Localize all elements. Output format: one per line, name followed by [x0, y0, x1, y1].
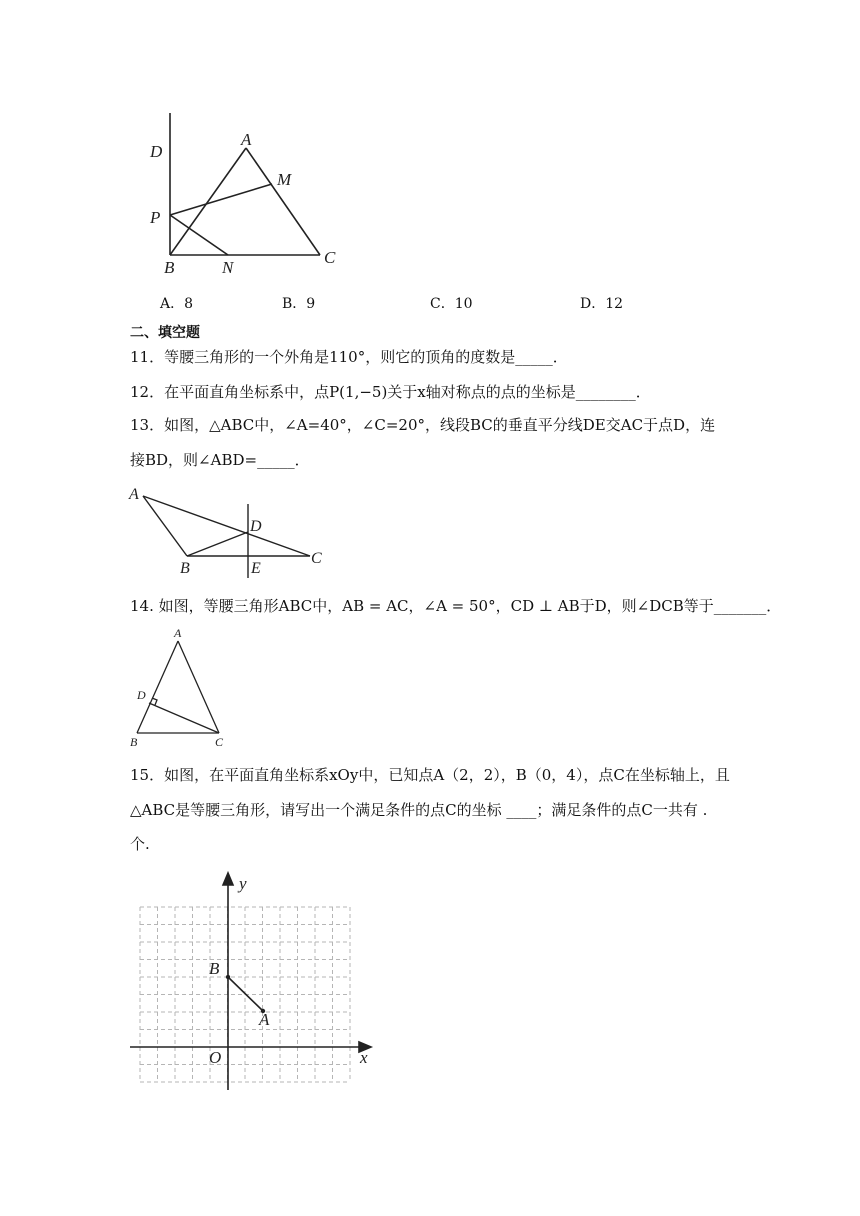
label-C: C [324, 248, 336, 267]
choice-d[interactable]: D．12 [580, 296, 624, 312]
figure-15-coordinate-grid [125, 865, 385, 1100]
label-E: E [251, 560, 261, 577]
label-B: B [164, 258, 175, 277]
question-14: 14. 如图，等腰三角形ABC中，AB = AC，∠A = 50°，CD ⊥ AB于D，则∠DCB等于_______． [130, 597, 782, 615]
figure-14-triangle [125, 625, 235, 750]
question-15-line-2: △ABC是等腰三角形，请写出一个满足条件的点C的坐标 ____；满足条件的点C一共有 . [130, 801, 708, 819]
label-M: M [277, 170, 292, 189]
question-13-line-2: 接BD，则∠ABD=_____． [130, 451, 310, 469]
figure-13-triangle [125, 482, 335, 582]
question-13-line-1: 13．如图，△ABC中，∠A=40°，∠C=20°，线段BC的垂直平分线DE交AC于点D，连 [130, 416, 716, 434]
label-A: A [259, 1010, 270, 1029]
section-title: 二、填空题 [130, 325, 200, 341]
figure-1-triangle [140, 105, 360, 280]
label-A: A [129, 486, 139, 503]
label-A: A [241, 130, 252, 149]
label-B: B [209, 959, 220, 978]
label-x: x [360, 1048, 368, 1067]
label-A: A [174, 626, 182, 640]
choice-a[interactable]: A．8 [160, 296, 194, 312]
label-y: y [239, 874, 247, 893]
label-B: B [130, 735, 138, 749]
label-O: O [209, 1048, 222, 1067]
label-D: D [250, 518, 262, 535]
label-C: C [311, 550, 322, 567]
label-D: D [150, 142, 163, 161]
label-P: P [150, 208, 161, 227]
label-B: B [180, 560, 190, 577]
question-15-line-1: 15．如图，在平面直角坐标系xOy中，已知点A（2，2），B（0，4），点C在坐标轴上，且 [130, 766, 730, 784]
question-11: 11．等腰三角形的一个外角是110°，则它的顶角的度数是_____． [130, 348, 568, 366]
question-15-line-3: 个. [130, 835, 150, 853]
label-N: N [222, 258, 234, 277]
choice-b[interactable]: B．9 [282, 296, 316, 312]
question-12: 12．在平面直角坐标系中，点P(1,−5)关于x轴对称点的点的坐标是________． [130, 383, 651, 401]
label-D: D [137, 688, 146, 702]
label-C: C [215, 735, 224, 749]
choice-c[interactable]: C．10 [430, 296, 473, 312]
